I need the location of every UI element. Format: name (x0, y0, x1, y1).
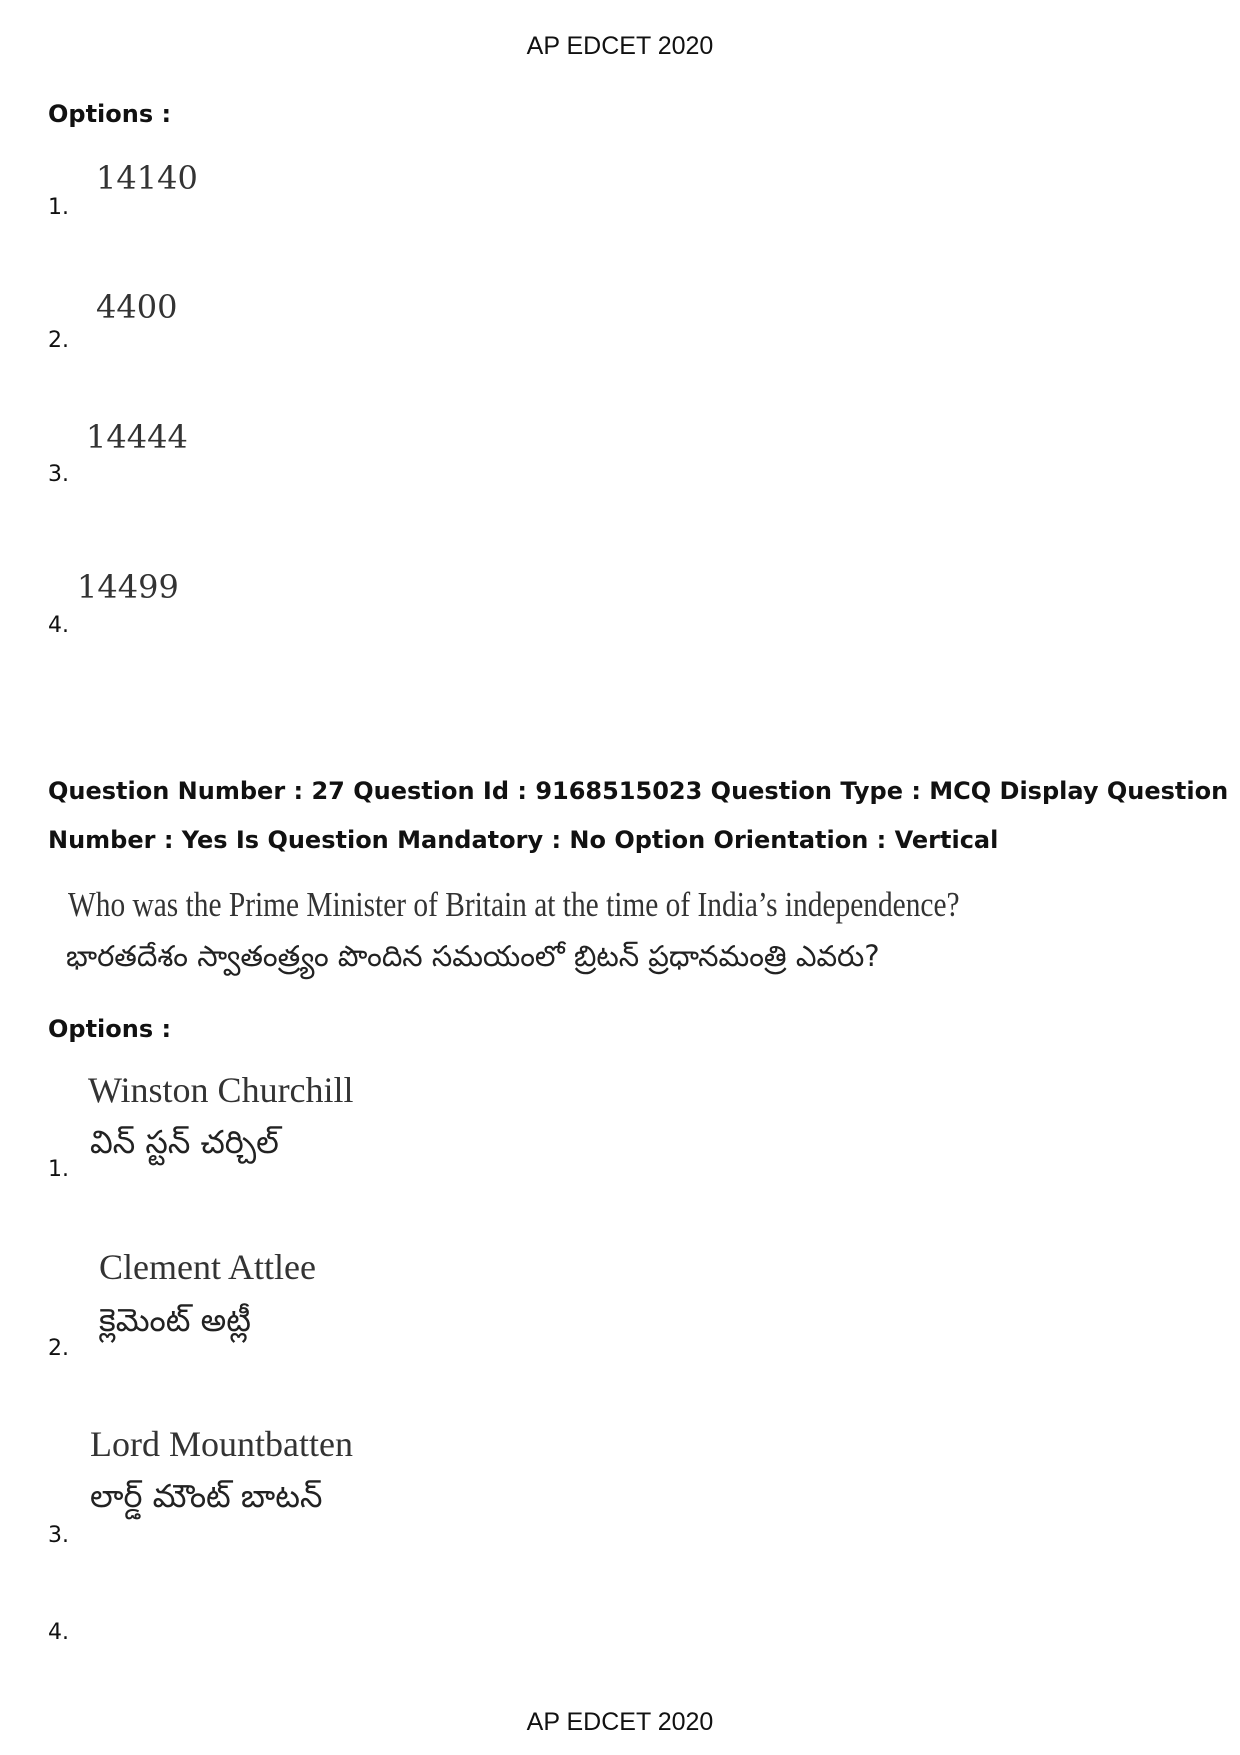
question-meta-line-1: Question Number : 27 Question Id : 9168515023 Question Type : MCQ Display Question (48, 777, 1229, 805)
option-number: 1. (48, 1157, 69, 1182)
option-number: 1. (48, 195, 69, 220)
page-header-title: AP EDCET 2020 (526, 32, 714, 60)
option-number: 4. (48, 1620, 69, 1645)
option-number: 2. (48, 1336, 69, 1361)
option-value: 4400 (96, 288, 178, 326)
option-value: 14444 (86, 418, 188, 456)
options-label: Options : (48, 1015, 172, 1043)
option-number: 3. (48, 462, 69, 487)
option-text-telugu: విన్ స్టన్ చర్చిల్ (90, 1123, 279, 1161)
option-number: 3. (48, 1523, 69, 1548)
option-text-english: Lord Mountbatten (90, 1424, 353, 1464)
option-value: 14499 (77, 568, 179, 606)
option-text-english: Winston Churchill (88, 1070, 354, 1110)
question-meta-line-2: Number : Yes Is Question Mandatory : No Option Orientation : Vertical (48, 826, 999, 854)
options-label: Options : (48, 100, 172, 128)
option-text-telugu: క్లెమెంట్ అట్లీ (99, 1301, 251, 1339)
question-text-english: Who was the Prime Minister of Britain at the time of India’s independence? (68, 885, 960, 924)
option-value: 14140 (96, 159, 198, 197)
page-footer-title: AP EDCET 2020 (526, 1708, 714, 1736)
question-text-telugu: భారతదేశం స్వాతంత్ర్యం పొందిన సమయంలో బ్రిటన్ ప్రధానమంత్రి ఎవరు? (66, 939, 880, 973)
option-text-english: Clement Attlee (99, 1247, 316, 1287)
option-text-telugu: లార్డ్ మౌంట్ బాటన్ (90, 1477, 323, 1515)
option-number: 2. (48, 328, 69, 353)
option-number: 4. (48, 613, 69, 638)
